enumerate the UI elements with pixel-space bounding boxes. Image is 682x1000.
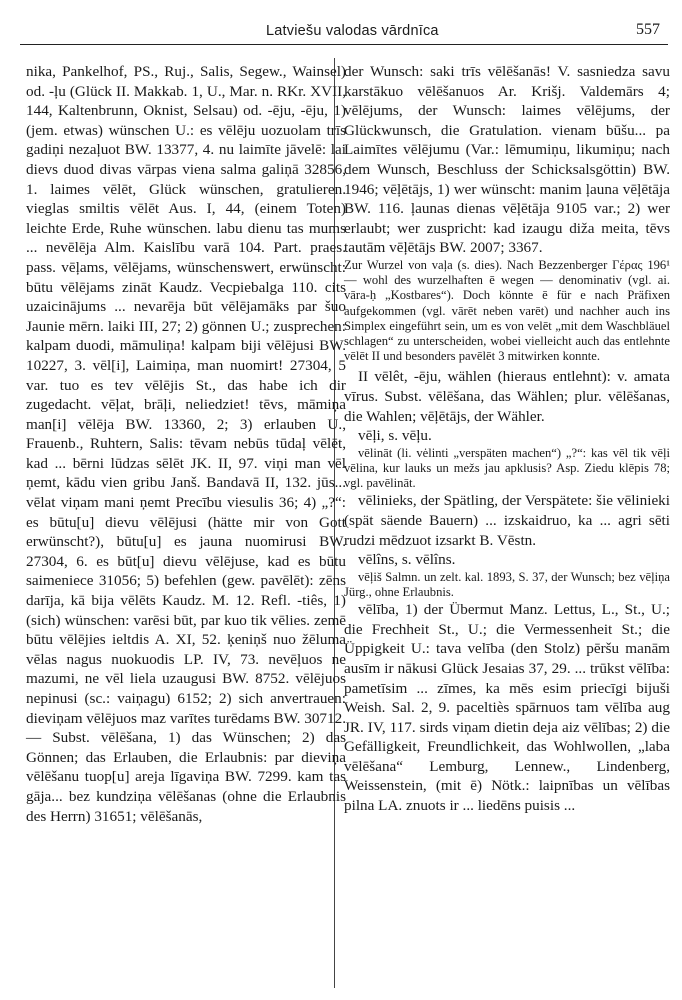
entry-velins: vēlîns, s. vēlîns. (358, 551, 456, 569)
left-column (26, 62, 346, 826)
entry-veliba: vēlība, 1) der Übermut Manz. Lettus, L., St., U.; die Frechheit St., U.; die Vermessenheit St.; die Üppigkeit U.: tava velība (den Stolz) pēršu manām ausīm ir nākusi Glück Jesaias 37, 29. ... trūkst vēlība: pametīsim ... zīmes, ka mēs esim priecīgi bijuši Weish. Sal. 2, 9. paceltiès spārnuos tam vēlība aug JR. IV, 117. sirds viņam dietin deja aiz vēlības; 2) die Gefälligkeit, Freundlichkeit, das Wohlwollen, „laba vēlēšana“ Lemburg, Lennew., Lindenberg, Weissenstein, (mit ē) Nötk.: laipnības un vēlības pilna LA. znuots ir ... liedēns puisis ... (344, 601, 670, 815)
entry-text: der Wunsch: saki trīs vēlēšanās! V. sasniedza savu karstākuo vēlēšanuos Ar. Krišj. Valdemārs 4; vēlējums, der Wunsch: laimes vēlējums, der Glückwunsch, die Gratulation. vienam būšu... pa Laimītes vēlējumu (Var.: lēmumiņu, likumiņu; nach dem Wunsch, Beschluss der Schicksalsgöttin) BW. 1946; vēļētājs, 1) wer wünscht: manim ļauna vēļētāja BW. 116. ļaunas dienas vēļētāja 9105 var.; 2) wer erlaubt; wer zuspricht: kad izaugu diža meita, tēvs tautām vēļētājs BW. 2007; 3367. (344, 63, 670, 257)
page-number: 557 (636, 21, 660, 38)
entry-velinat: vēlināt (li. vėlinti „verspäten machen“) „?“: kas vēl tik vēļi vēlina, kur lauks un mežs jau apklusis? Asp. Ziedu klēpis 78; vgl. pavēlināt. (344, 445, 670, 491)
entry-velinieks: vēlinieks, der Spätling, der Verspätete: šie vēlinieki (spät säende Bauern) ... izskaidruo, ka ... agri sēti rudzi mēdzuot izsarkt B. Vēstn. (344, 492, 670, 549)
entry-velis: vēļiš Salmn. un zelt. kal. 1893, S. 37, der Wunsch; bez vēļiņa Jürg., ohne Erlaubnis. (344, 569, 670, 599)
etymology-note: Zur Wurzel von vaļa (s. dies). Nach Bezzenberger Γέρας 196¹ — wohl des wurzelhaften ē wegen — denominativ (vgl. ai. vāra-ḥ „Kostbares“). Doch könnte ē für e nach Präfixen aufgekommen (vgl. vārēt neben varēt) und nachher auch ins Simplex eingeführt sein, um es von velēt „mit dem Waschbläuel schlagen“ zu unterscheiden, wobei vielleicht auch das entlehnte vēlēt II und besonders pavēlēt 3 mitwirken konnte. (344, 257, 670, 364)
entry-veli: vēļi, s. vēļu. (358, 427, 432, 445)
running-title: Latviešu valodas vārdnīca (266, 23, 439, 39)
page-header (20, 20, 668, 45)
entry-text: nika, Pankelhof, PS., Ruj., Salis, Segew., Wainsel) od. -ļu (Glück II. Makkab. 1, U., Mar. n. RKr. XVII, 144, Kaltenbrunn, Oknist, Selsau) od. -ēju, -ēju, 1) (jem. etwas) wünschen U.: es vēlēju uozuolam trīs gadiņi nezaļuot BW. 13377, 4. nu laimīte jāvelē: lai dievs duod divas vārpas viena salma galiņā 32856, 1. laimes vēlēt, Glück wünschen, gratulieren. vieglas smiltis vēlēt Aus. I, 44, (einem Toten) leichte Erde, Ruhe wünschen. labu dienu tas mums ... nevēlēja Alm. Kaislību varā 104. Part. praes. pass. vēļams, vēlējams, wünschenswert, erwünscht: būtu vēlējams zināt Kaudz. Vecpiebalga 110. cits uzaicinājums ... nevarēja būt vēlējamāks par šuo Jaunie mērn. laiki III, 27; 2) gönnen U.; zusprechen: kalpam duodi, māmuliņa! kalpam biji vēlējusi BW. 10227, 3. vēl[i], Laimiņa, man nuomirt! 27304, 5 var. tuo es tev vēlējis St., das habe ich dir zugedacht. vēļat, brāļi, neliedziet! tēvs, māmiņa man[i] vēlēja BW. 13360, 2; 3) erlauben U., Frauenb., Ruhtern, Salis: tēvam nebūs tūdaļ vēlēt, kad ... bērni lūdzas sēlēt JK. II, 97. viņi man vēl ņemt, kādu vien gribu Janš. Bandavā II, 132. jūs... vēlat viņam mani ņemt Precību viesulis 36; 4) „?“: es būtu[u] dievu vēlējusi (hätte mir von Gott erwünscht?), būtu[u] es jauna nuomirusi BW. 27304, 6. es būt[u] dievu vēlējuse, kad es būtu saimeniece 31056; 5) befehlen (gew. pavēlēt): zēns darīja, kā bija vēlēts Kaudz. M. 12. Refl. -tiês, 1) (sich) wünschen: varēsi būt, par kuo tik vēlies. zemē būtu vēlējies ieltdis A. XI, 52. ķeniņš nuo žēluma vēlas nagus nuokuodis LP. IV, 73. nevēļuos ne mazumi, ne vēl liela uzaugusi BW. 8752. vēlējuos nepinusi (sc.: vaiņagu) 6152; 2) sich anvertrauen: dieviņam vēlējuos maz varītes turēdams BW. 30712. — Subst. vēlēšana, 1) das Wünschen; 2) das Gönnen; das Erlauben, die Erlaubnis: par dieviņa vēlēšanu tuop[u] areja līgaviņa BW. 7299. kam tas gāja... bez kundziņa vēlēšanas (ohne die Erlaubnis des Herrn) 31651; vēlēšanās, (26, 63, 346, 825)
right-column (344, 62, 670, 816)
entry-vellet-ii: II vēlêt, -ēju, wählen (hieraus entlehnt): v. amata vīrus. Subst. vēlēšana, das Wählen; plur. vēlēšanas, die Wahlen; vēļētājs, der Wähler. (344, 368, 670, 425)
